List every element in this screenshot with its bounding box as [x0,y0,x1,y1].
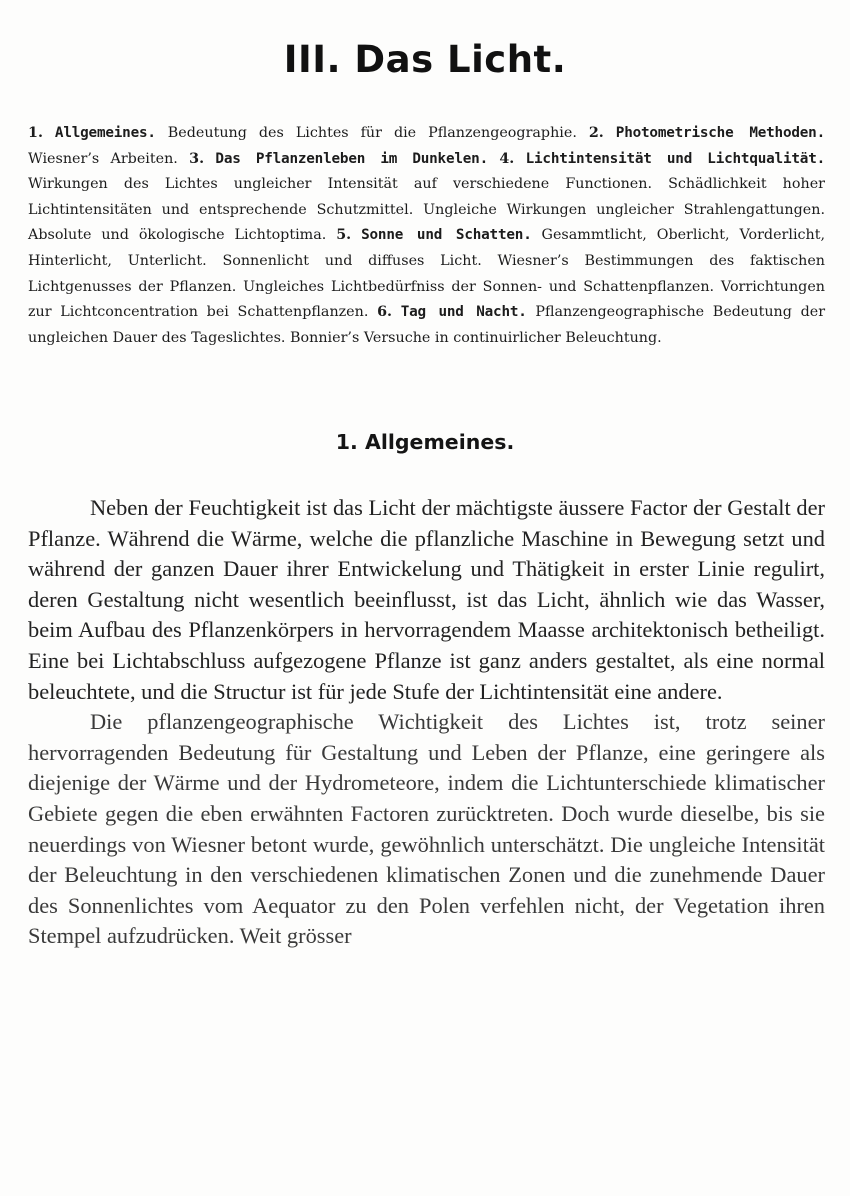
summary-item-text: Bedeutung des Lichtes für die Pflanzengeographie. [167,125,577,141]
chapter-summary [28,121,825,351]
summary-item-number: 2. [588,125,604,141]
summary-item-number: 3. [189,150,205,167]
summary-item [28,125,577,141]
paragraph: Neben der Feuchtigkeit ist das Licht der mächtigste äussere Factor der Gestalt der Pflanze. Während die Wärme, welche die pflanzliche Maschine in Bewegung setzt und während der ganzen Dauer ihrer Entwickelung und Thätigkeit in erster Linie regulirt, deren Gestaltung nicht wesentlich beeinflusst, ist das Licht, ähnlich wie das Wasser, beim Aufbau des Pflanzenkörpers in hervorragendem Maasse architektonisch betheiligt. Eine bei Lichtabschluss aufgezogene Pflanze ist ganz anders gestaltet, als eine normal beleuchtete, und die Structur ist für jede Stufe der Lichtintensität eine andere. [28,495,825,704]
summary-item-text: Pflanzengeographische Bedeutung der ungleichen Dauer des Tageslichtes. Bonnier’s Versuche in continuirlicher Beleuchtung. [28,304,826,346]
body-text [28,493,825,952]
summary-item [189,151,488,167]
summary-item-heading: Photometrische Methoden. [615,125,825,141]
summary-item-heading: Allgemeines. [54,125,156,141]
summary-item-number: 1. [28,125,43,141]
summary-item-heading: Tag und Nacht. [400,304,527,321]
summary-item-heading: Das Pflanzenleben im Dunkelen. [215,150,488,167]
summary-item-number: 5. [336,227,352,244]
summary-item-text: Wiesner’s Arbeiten. [28,150,178,167]
section-title: 1. Allgemeines. [335,430,515,454]
summary-item-number: 6. [377,304,393,321]
chapter-title: III. Das Licht. [283,38,567,81]
summary-item-text: Gesammtlicht, Oberlicht, Vorderlicht, Hinterlicht, Unterlicht. Sonnenlicht und diffuses Licht. Wiesner’s Bestimmungen des faktischen Lichtgenusses der Pflanzen. Ungleiches Lichtbedürfniss der Sonnen- und Schattenpflanzen. Vorrichtungen zur Lichtconcentration bei Schattenpflanzen. [28,227,826,321]
summary-item-number: 4. [499,150,515,167]
summary-item-heading: Lichtintensität und Lichtqualität. [525,150,826,167]
summary-item-heading: Sonne und Schatten. [361,227,532,244]
summary-item-text: Wirkungen des Lichtes ungleicher Intensität auf verschiedene Functionen. Schädlichkeit hoher Lichtintensitäten und entsprechende Schutzmittel. Ungleiche Wirkungen ungleicher Strahlengattungen. Absolute und ökologische Lichtoptima. [28,176,825,244]
paragraph: Die pflanzengeographische Wichtigkeit des Lichtes ist, trotz seiner hervorragenden Bedeutung für Gestaltung und Leben der Pflanze, eine geringere als diejenige der Wärme und der Hydrometeore, indem die Lichtunterschiede klimatischer Gebiete gegen die eben erwähnten Factoren zurücktreten. Doch wurde dieselbe, bis sie neuerdings von Wiesner betont wurde, gewöhnlich unterschätzt. Die ungleiche Intensität der Beleuchtung in den verschiedenen klimatischen Zonen und die zunehmende Dauer des Sonnenlichtes vom Aequator zu den Polen verfehlen nicht, der Vegetation ihren Stempel aufzudrücken. Weit grösser [28,709,825,949]
